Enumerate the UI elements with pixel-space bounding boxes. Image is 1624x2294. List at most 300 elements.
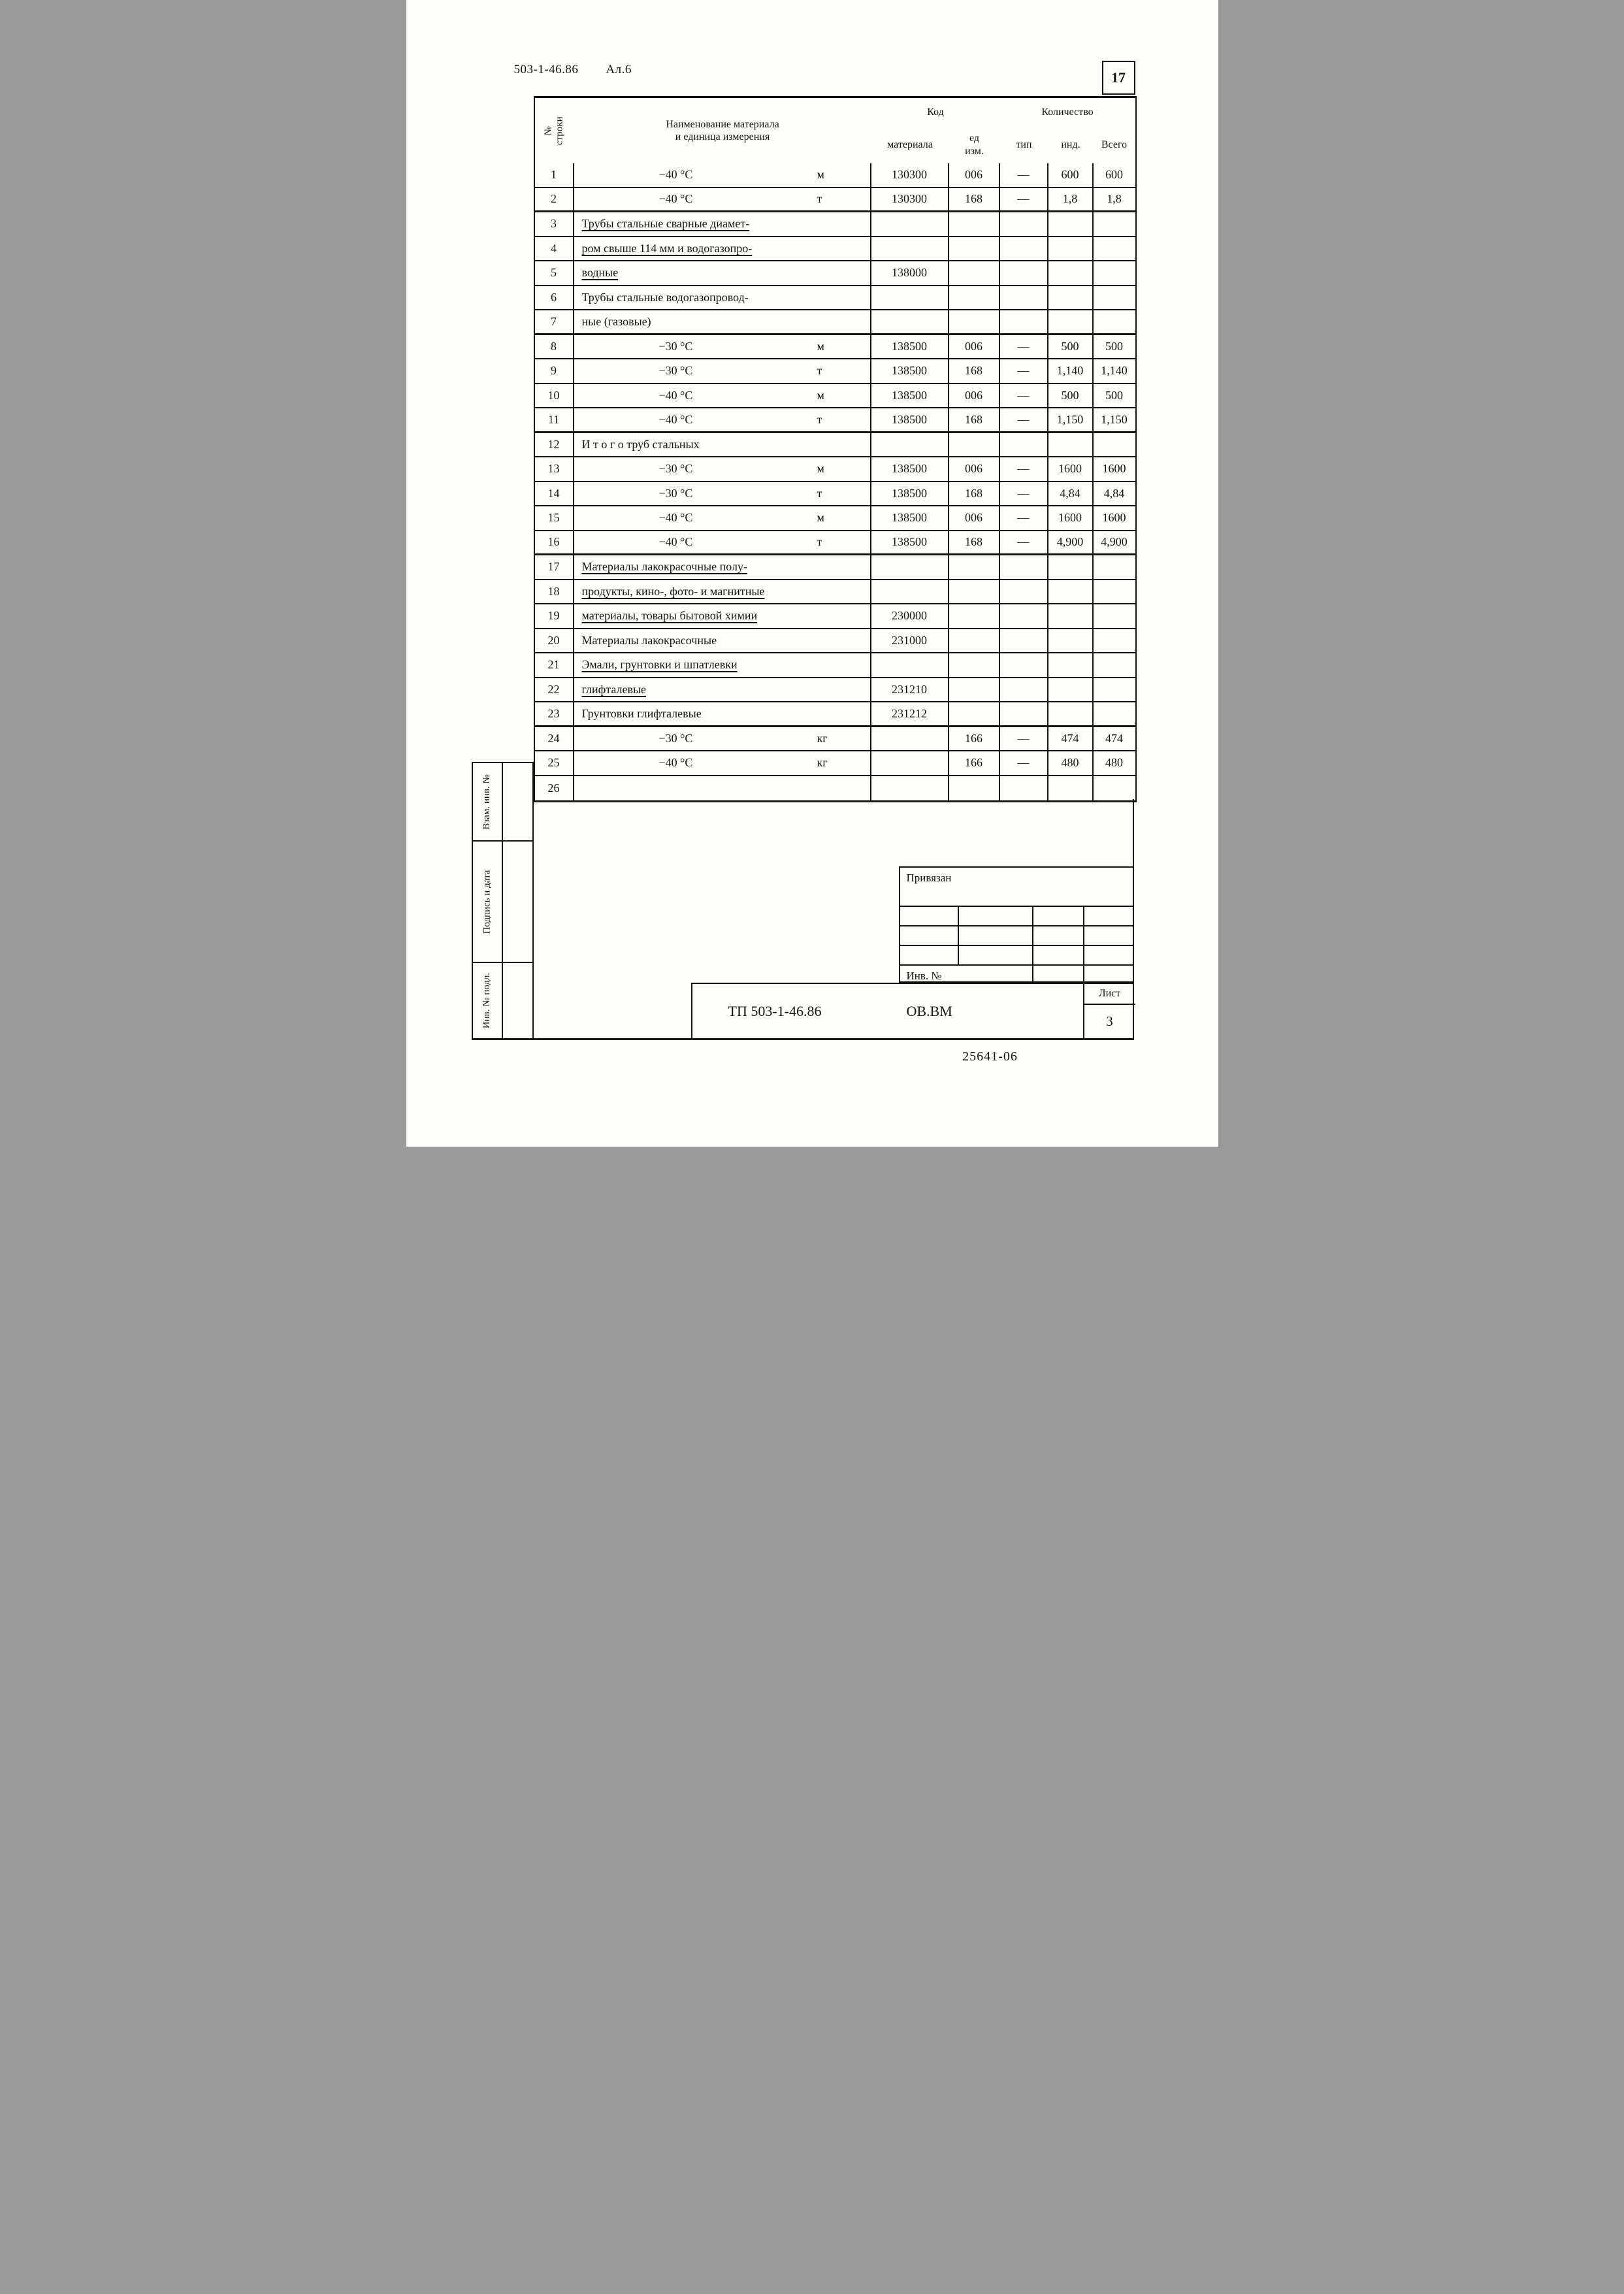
cell-total: 4,900	[1101, 535, 1128, 549]
cell-type: —	[1000, 531, 1048, 554]
temperature-label: −40 °С	[658, 168, 693, 182]
sidebar-label-inv: Инв. № подл.	[481, 972, 492, 1029]
cell-ind: 474	[1048, 727, 1094, 751]
cell-material-name	[574, 286, 871, 310]
cell-material-code	[871, 555, 949, 579]
table-row	[535, 188, 1135, 213]
cell-total	[1094, 580, 1135, 604]
cell-ind: 4,900	[1048, 531, 1094, 554]
cell-material-code: 138500	[871, 482, 949, 506]
cell-type: —	[1000, 727, 1048, 751]
cell-total: 474	[1105, 731, 1123, 745]
cell-total: 4,84	[1103, 486, 1125, 500]
cell-material-name	[574, 212, 871, 236]
unit-header-line1: ед	[969, 133, 980, 144]
cell-material-code	[871, 653, 949, 677]
bottom-frame-line	[472, 1038, 1134, 1040]
cell-row-number: 16	[535, 531, 574, 554]
cell-total: 1600	[1102, 511, 1126, 525]
cell-type	[1000, 702, 1048, 725]
sidebar-section-inv	[473, 963, 532, 1038]
cell-material-name	[574, 408, 871, 431]
temperature-label: −40 °С	[658, 192, 693, 206]
table-row	[535, 629, 1135, 654]
cell-total	[1094, 776, 1135, 801]
cell-unit-code: 168	[949, 188, 1000, 211]
cell-row-number: 21	[535, 653, 574, 677]
cell-material-code	[871, 286, 949, 310]
cell-type	[1000, 433, 1048, 457]
cell-unit-code: 168	[949, 408, 1000, 431]
unit-label: т	[817, 364, 822, 378]
column-header-ind: инд.	[1061, 139, 1080, 150]
cell-material-name	[574, 457, 871, 481]
cell-row-number: 26	[535, 776, 574, 801]
title-bar-main-cell	[692, 984, 1084, 1038]
cell-type	[1000, 776, 1048, 801]
cell-unit-code: 006	[949, 506, 1000, 530]
cell-material-name	[574, 776, 871, 801]
table-row	[535, 604, 1135, 629]
cell-material-code	[871, 727, 949, 751]
unit-label: т	[817, 535, 822, 549]
document-sheet	[406, 0, 1218, 1147]
cell-ind	[1048, 604, 1094, 628]
cell-material-name	[574, 678, 871, 702]
cell-material-name	[574, 335, 871, 359]
stamp-grid-cell	[1033, 966, 1084, 984]
table-row	[535, 212, 1135, 237]
cell-ind	[1048, 286, 1094, 310]
temperature-label: −40 °С	[658, 412, 693, 426]
table-row	[535, 310, 1135, 335]
material-name-text: Трубы стальные сварные диамет-	[581, 217, 750, 231]
temperature-label: −40 °С	[658, 388, 693, 402]
cell-total: 600	[1105, 168, 1123, 182]
cell-ind: 4,84	[1048, 482, 1094, 506]
sheet-number: 3	[1106, 1013, 1113, 1029]
cell-ind	[1048, 653, 1094, 677]
cell-row-number: 1	[535, 163, 574, 187]
stamp-grid-cell	[900, 926, 959, 945]
cell-row-number: 7	[535, 310, 574, 333]
temperature-label: −30 °С	[658, 339, 693, 353]
temperature-label: −40 °С	[658, 511, 693, 525]
unit-label: кг	[817, 756, 828, 770]
cell-total: 500	[1105, 339, 1123, 353]
temperature-label: −30 °С	[658, 364, 693, 378]
table-row	[535, 531, 1135, 556]
cell-ind	[1048, 555, 1094, 579]
cell-row-number: 12	[535, 433, 574, 457]
stamp-grid-row	[900, 946, 1133, 966]
stamp-grid-cell	[900, 907, 959, 925]
cell-ind	[1048, 629, 1094, 653]
sidebar-section-vzam	[473, 763, 532, 842]
cell-material-name	[574, 433, 871, 457]
cell-material-name	[574, 506, 871, 530]
cell-unit-code	[949, 604, 1000, 628]
cell-total	[1094, 653, 1135, 677]
cell-unit-code: 006	[949, 335, 1000, 359]
unit-label: т	[817, 192, 822, 206]
name-header-line2: и единица измерения	[675, 131, 770, 142]
cell-type	[1000, 629, 1048, 653]
cell-ind: 480	[1048, 751, 1094, 775]
material-name-text: продукты, кино-, фото- и магнитные	[581, 584, 765, 598]
cell-type	[1000, 212, 1048, 236]
column-header-unit-code	[949, 126, 1000, 163]
cell-unit-code: 006	[949, 384, 1000, 408]
cell-type	[1000, 555, 1048, 579]
cell-row-number: 5	[535, 261, 574, 285]
material-name-text: Материалы лакокрасочные полу-	[581, 560, 747, 574]
stamp-grid-cell	[959, 907, 1033, 925]
cell-material-name	[574, 482, 871, 506]
temperature-label: −30 °С	[658, 462, 693, 476]
unit-label: т	[817, 486, 822, 500]
cell-row-number: 18	[535, 580, 574, 604]
cell-ind: 1600	[1048, 506, 1094, 530]
cell-type: —	[1000, 457, 1048, 481]
name-header-line1: Наименование материала	[666, 118, 779, 130]
unit-label: кг	[817, 731, 828, 745]
stamp-grid-cell	[1084, 907, 1133, 925]
table-row	[535, 384, 1135, 409]
sidebar-section-podpis	[473, 842, 532, 963]
column-header-type: тип	[1016, 139, 1032, 150]
cell-material-name	[574, 604, 871, 628]
cell-unit-code	[949, 433, 1000, 457]
unit-label: м	[817, 511, 824, 525]
cell-row-number: 11	[535, 408, 574, 431]
cell-unit-code: 166	[949, 727, 1000, 751]
cell-type	[1000, 237, 1048, 261]
cell-type	[1000, 286, 1048, 310]
cell-total	[1094, 629, 1135, 653]
sidebar-label-cell	[473, 763, 503, 840]
cell-material-name	[574, 531, 871, 554]
sidebar-label-cell	[473, 963, 503, 1038]
cell-type: —	[1000, 482, 1048, 506]
material-name-text: Грунтовки глифталевые	[581, 706, 702, 720]
cell-material-code	[871, 237, 949, 261]
cell-type	[1000, 261, 1048, 285]
cell-unit-code: 168	[949, 531, 1000, 554]
cell-row-number: 9	[535, 359, 574, 383]
cell-ind	[1048, 212, 1094, 236]
table-row	[535, 580, 1135, 605]
temperature-label: −40 °С	[658, 535, 693, 549]
cell-total	[1094, 212, 1135, 236]
cell-ind: 1,8	[1048, 188, 1094, 211]
footer-code: 25641-06	[962, 1049, 1018, 1064]
cell-row-number: 22	[535, 678, 574, 702]
cell-unit-code: 168	[949, 482, 1000, 506]
table-row	[535, 163, 1135, 188]
cell-type: —	[1000, 359, 1048, 383]
cell-type: —	[1000, 384, 1048, 408]
material-name-text: глифталевые	[581, 682, 647, 696]
cell-material-code	[871, 310, 949, 333]
unit-label: м	[817, 388, 824, 402]
table-row	[535, 702, 1135, 727]
material-name-text: Трубы стальные водогазопровод-	[581, 290, 749, 304]
cell-type	[1000, 653, 1048, 677]
cell-unit-code: 006	[949, 163, 1000, 187]
material-name-text: водные	[581, 266, 619, 280]
cell-material-code: 138500	[871, 335, 949, 359]
material-name-text: Эмали, грунтовки и шпатлевки	[581, 658, 738, 672]
table-row	[535, 653, 1135, 678]
cell-total	[1094, 555, 1135, 579]
column-group-code: Код	[927, 106, 944, 118]
cell-total: 1,140	[1101, 364, 1128, 378]
cell-unit-code	[949, 310, 1000, 333]
cell-ind: 1,140	[1048, 359, 1094, 383]
cell-unit-code	[949, 702, 1000, 725]
cell-unit-code	[949, 237, 1000, 261]
cell-ind: 500	[1048, 384, 1094, 408]
cell-type	[1000, 580, 1048, 604]
cell-row-number: 15	[535, 506, 574, 530]
cell-material-name	[574, 261, 871, 285]
cell-material-code: 138500	[871, 408, 949, 431]
sheet-number-column	[1084, 984, 1135, 1038]
table-row	[535, 555, 1135, 580]
cell-ind: 500	[1048, 335, 1094, 359]
cell-material-name	[574, 629, 871, 653]
table-row	[535, 506, 1135, 531]
cell-row-number: 8	[535, 335, 574, 359]
table-row	[535, 457, 1135, 482]
cell-material-name	[574, 653, 871, 677]
stamp-grid-cell	[1084, 926, 1133, 945]
cell-material-name	[574, 580, 871, 604]
table-row	[535, 678, 1135, 703]
table-row	[535, 433, 1135, 458]
cell-total	[1094, 678, 1135, 702]
stamp-grid-cell	[1033, 907, 1084, 925]
cell-row-number: 4	[535, 237, 574, 261]
right-margin-connector-line	[1133, 799, 1134, 866]
sidebar-label-podpis: Подпись и дата	[481, 870, 493, 934]
cell-material-name	[574, 555, 871, 579]
cell-material-code: 138500	[871, 384, 949, 408]
stamp-grid-row	[900, 926, 1133, 946]
cell-unit-code	[949, 212, 1000, 236]
cell-row-number: 14	[535, 482, 574, 506]
doc-title: ТП 503-1-46.86	[728, 1002, 822, 1019]
cell-material-code: 231000	[871, 629, 949, 653]
cell-total	[1094, 702, 1135, 725]
doc-ref: 503-1-46.86	[513, 63, 579, 76]
cell-ind	[1048, 580, 1094, 604]
page-number: 17	[1111, 69, 1126, 86]
table-row	[535, 261, 1135, 286]
table-rows	[535, 163, 1135, 800]
temperature-label: −30 °С	[658, 486, 693, 500]
cell-material-code	[871, 776, 949, 801]
table-row	[535, 751, 1135, 776]
cell-total	[1094, 433, 1135, 457]
sidebar-label-vzam: Взам. инв. №	[481, 774, 492, 830]
stamp-sidebar	[472, 762, 534, 1040]
cell-unit-code: 168	[949, 359, 1000, 383]
page-number-box	[1102, 61, 1135, 95]
doc-code: ОВ.ВМ	[906, 1002, 952, 1019]
cell-type: —	[1000, 506, 1048, 530]
cell-unit-code	[949, 286, 1000, 310]
cell-total: 480	[1105, 756, 1123, 770]
cell-material-code: 130300	[871, 163, 949, 187]
unit-label: м	[817, 339, 824, 353]
cell-total	[1094, 310, 1135, 333]
cell-ind	[1048, 310, 1094, 333]
column-header-total: Всего	[1101, 139, 1128, 150]
cell-material-code: 138500	[871, 531, 949, 554]
table-row	[535, 408, 1135, 433]
row-no-line2: строки	[554, 116, 565, 145]
cell-material-code	[871, 433, 949, 457]
inv-number-row	[900, 966, 1133, 984]
material-name-text: материалы, товары бытовой химии	[581, 609, 758, 623]
cell-unit-code: 166	[949, 751, 1000, 775]
cell-ind	[1048, 776, 1094, 801]
table-row	[535, 727, 1135, 752]
cell-unit-code	[949, 776, 1000, 801]
table-row	[535, 286, 1135, 311]
cell-material-code: 138000	[871, 261, 949, 285]
material-name-text: И т о г о труб стальных	[581, 437, 700, 451]
cell-unit-code	[949, 653, 1000, 677]
cell-type	[1000, 678, 1048, 702]
cell-ind	[1048, 678, 1094, 702]
table-row	[535, 776, 1135, 801]
temperature-label: −40 °С	[658, 756, 693, 770]
stamp-grid-cell	[1084, 946, 1133, 964]
cell-row-number: 19	[535, 604, 574, 628]
cell-material-code: 130300	[871, 188, 949, 211]
cell-row-number: 10	[535, 384, 574, 408]
cell-total: 1,150	[1101, 412, 1128, 426]
inv-number-label: Инв. №	[900, 966, 1033, 984]
cell-total	[1094, 261, 1135, 285]
cell-type: —	[1000, 188, 1048, 211]
cell-type: —	[1000, 163, 1048, 187]
cell-unit-code	[949, 629, 1000, 653]
cell-material-name	[574, 702, 871, 725]
cell-total: 1,8	[1107, 192, 1122, 206]
cell-ind	[1048, 261, 1094, 285]
cell-total: 1600	[1102, 462, 1126, 476]
unit-header-line2: изм.	[965, 145, 984, 157]
column-header-row-number	[535, 98, 574, 163]
page-header	[514, 63, 632, 77]
stamp-grid-cell	[959, 946, 1033, 964]
cell-ind	[1048, 433, 1094, 457]
cell-material-name	[574, 237, 871, 261]
cell-material-code: 231210	[871, 678, 949, 702]
cell-total	[1094, 286, 1135, 310]
cell-ind: 600	[1048, 163, 1094, 187]
table-row	[535, 482, 1135, 507]
temperature-label: −30 °С	[658, 731, 693, 745]
cell-row-number: 2	[535, 188, 574, 211]
privyazan-block	[899, 866, 1134, 983]
cell-ind	[1048, 702, 1094, 725]
stamp-grid-cell	[1033, 946, 1084, 964]
sidebar-label-cell	[473, 842, 503, 962]
privyazan-cell: Привязан	[900, 868, 1133, 907]
material-name-text: Материалы лакокрасочные	[581, 633, 717, 647]
table-row	[535, 335, 1135, 360]
row-number-header-label	[543, 116, 566, 145]
unit-label: м	[817, 462, 824, 476]
row-no-line1: №	[543, 125, 554, 136]
cell-material-name	[574, 188, 871, 211]
cell-material-name	[574, 359, 871, 383]
cell-material-name	[574, 163, 871, 187]
cell-row-number: 25	[535, 751, 574, 775]
cell-ind: 1600	[1048, 457, 1094, 481]
cell-unit-code	[949, 555, 1000, 579]
cell-row-number: 3	[535, 212, 574, 236]
column-header-material-code: материала	[887, 139, 933, 150]
album-ref: Ал.6	[606, 63, 632, 76]
table-row	[535, 359, 1135, 384]
cell-row-number: 6	[535, 286, 574, 310]
cell-type	[1000, 310, 1048, 333]
cell-material-code: 138500	[871, 359, 949, 383]
cell-material-name	[574, 751, 871, 775]
cell-ind: 1,150	[1048, 408, 1094, 431]
column-group-quantity: Количество	[1041, 106, 1094, 118]
cell-material-code	[871, 580, 949, 604]
cell-unit-code	[949, 678, 1000, 702]
cell-material-code	[871, 212, 949, 236]
materials-table	[534, 96, 1137, 802]
unit-label: т	[817, 412, 822, 426]
cell-material-code	[871, 751, 949, 775]
cell-material-name	[574, 384, 871, 408]
title-bar	[691, 983, 1134, 1040]
cell-row-number: 20	[535, 629, 574, 653]
cell-row-number: 17	[535, 555, 574, 579]
stamp-grid-cell	[959, 926, 1033, 945]
cell-unit-code: 006	[949, 457, 1000, 481]
cell-material-name	[574, 310, 871, 333]
table-row	[535, 237, 1135, 262]
cell-material-code: 138500	[871, 457, 949, 481]
cell-row-number: 13	[535, 457, 574, 481]
cell-type: —	[1000, 335, 1048, 359]
cell-type: —	[1000, 751, 1048, 775]
column-header-material-name	[574, 98, 871, 163]
cell-material-code: 138500	[871, 506, 949, 530]
stamp-grid-row	[900, 907, 1133, 926]
cell-type	[1000, 604, 1048, 628]
sheet-label: Лист	[1084, 984, 1135, 1005]
cell-material-name	[574, 727, 871, 751]
material-name-text: ром свыше 114 мм и водогазопро-	[581, 241, 753, 255]
cell-unit-code	[949, 580, 1000, 604]
stamp-grid-cell	[1033, 926, 1084, 945]
cell-row-number: 24	[535, 727, 574, 751]
material-name-text: ные (газовые)	[581, 314, 651, 328]
cell-total: 500	[1105, 388, 1123, 402]
cell-material-code: 230000	[871, 604, 949, 628]
